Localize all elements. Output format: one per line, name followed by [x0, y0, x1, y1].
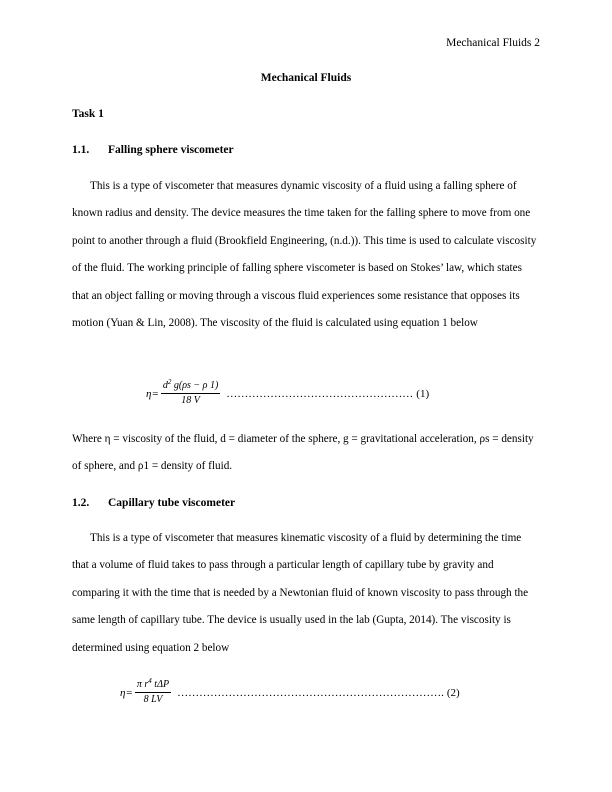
- equation-lhs: η=: [146, 387, 159, 400]
- falling-sphere-paragraph: [72, 173, 540, 337]
- equation-numerator: $d^2$ g(ρs − ρ 1): [161, 380, 220, 394]
- equation-fraction: [161, 380, 220, 407]
- paragraph-text: This is a type of viscometer that measures kinematic viscosity of a fluid by determining the time that a volume of fluid takes to pass through a particular length of capillary tube by gravity and comparing it with the time that is needed by a Newtonian fluid of known viscosity to pass through the same length of capillary tube. The device is usually used in the lab (Gupta, 2014). The viscosity is determined using equation 2 below: [72, 532, 529, 654]
- section-number: 1.2.: [72, 497, 90, 509]
- section-heading-capillary-tube: [72, 497, 235, 509]
- falling-sphere-where: [72, 426, 540, 481]
- equation-leader: ……………………………………………: [226, 387, 414, 400]
- document-title: Mechanical Fluids: [260, 72, 352, 84]
- task-heading: Task 1: [72, 108, 104, 120]
- equation-denominator: 18 V: [181, 395, 200, 406]
- equation-label: (1): [416, 387, 430, 400]
- where-text: Where η = viscosity of the fluid, d = diameter of the sphere, g = gravitational acceleration, ρs = density of sphere, and ρ1 = density of fluid.: [72, 433, 534, 473]
- equation-lhs: η=: [120, 686, 133, 699]
- equation-2: [120, 679, 460, 706]
- running-head: Mechanical Fluids 2: [446, 37, 540, 49]
- equation-denominator: 8 LV: [143, 694, 163, 705]
- equation-label: (2): [446, 686, 460, 699]
- paragraph-text: This is a type of viscometer that measures dynamic viscosity of a fluid using a falling sphere of known radius and density. The device measures the time taken for the falling sphere to move from one point to another through a fluid (Brookfield Engineering, (n.d.)). This time is used to calculate viscosity of the fluid. The working principle of falling sphere viscometer is based on Stokes’ law, which states that an object falling or moving through a viscous fluid experiences some resistance that opposes its motion (Yuan & Lin, 2008). The viscosity of the fluid is calculated using equation 1 below: [72, 180, 537, 330]
- capillary-tube-paragraph: [72, 525, 540, 662]
- section-title: Capillary tube viscometer: [108, 497, 236, 509]
- section-number: 1.1.: [72, 144, 90, 156]
- equation-fraction: [135, 679, 171, 706]
- section-heading-falling-sphere: [72, 144, 234, 156]
- equation-leader: ……………………………………………………………….: [177, 686, 444, 699]
- equation-numerator: π $r^4$ tΔP: [135, 679, 171, 693]
- section-title: Falling sphere viscometer: [108, 144, 234, 156]
- equation-1: [146, 380, 429, 407]
